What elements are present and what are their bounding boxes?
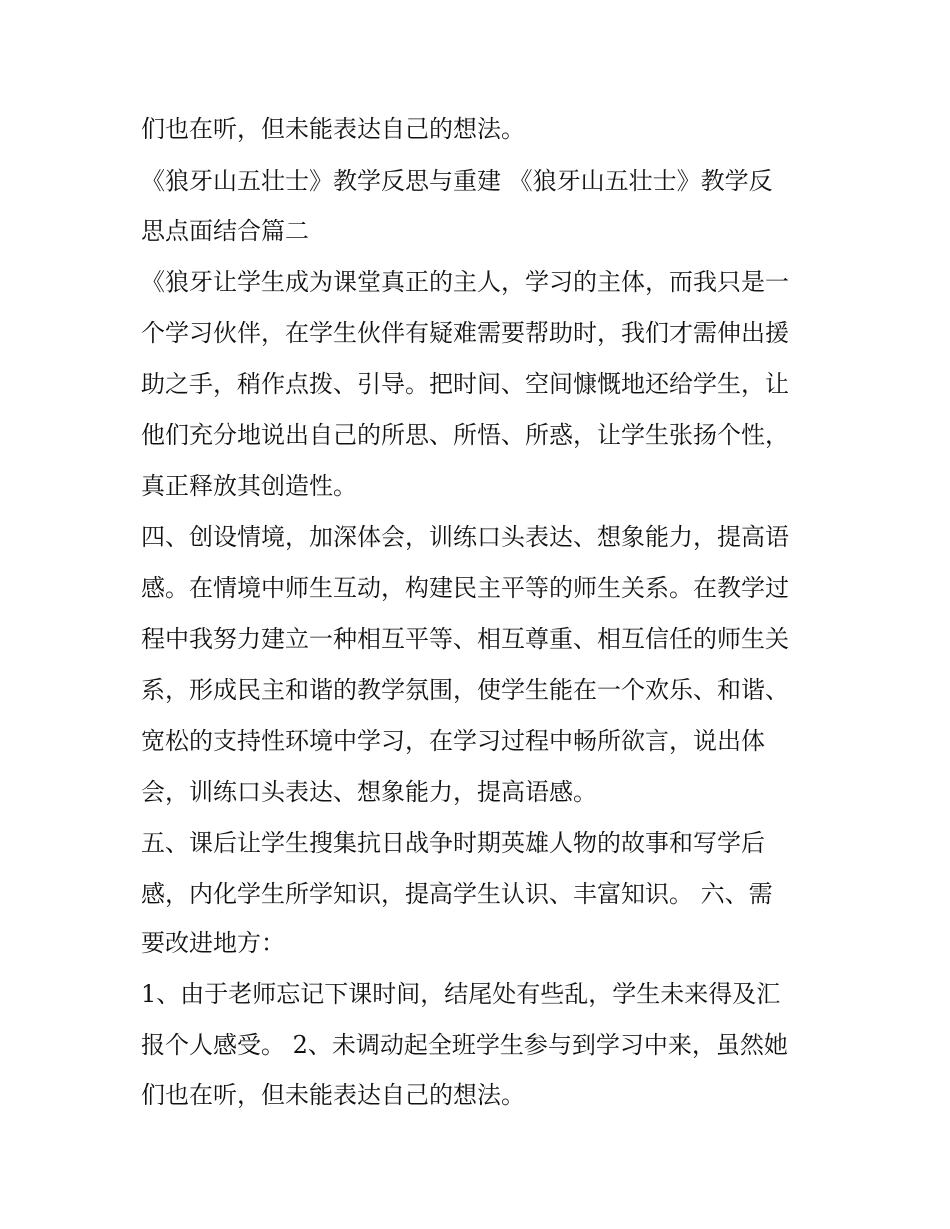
- text-line: 宽松的支持性环境中学习，在学习过程中畅所欲言，说出体: [141, 727, 765, 755]
- text-line: 四、创设情境，加深体会，训练口头表达、想象能力，提高语: [141, 523, 789, 551]
- text-line: 要改进地方：: [141, 929, 285, 957]
- text-line: 们也在听，但未能表达自己的想法。: [141, 115, 525, 143]
- text-line: 报个人感受。 2、未调动起全班学生参与到学习中来，虽然她: [141, 1031, 788, 1059]
- text-line: 思点面结合篇二: [141, 217, 309, 245]
- text-line: 1、由于老师忘记下课时间，结尾处有些乱，学生未来得及汇: [141, 980, 781, 1008]
- text-line: 们也在听，但未能表达自己的想法。: [141, 1081, 525, 1109]
- text-line: 感。在情境中师生互动，构建民主平等的师生关系。在教学过: [141, 574, 789, 602]
- text-line: 会，训练口头表达、想象能力，提高语感。: [141, 778, 597, 806]
- text-line: 真正释放其创造性。: [141, 472, 357, 500]
- text-line: 系，形成民主和谐的教学氛围，使学生能在一个欢乐、和谐、: [141, 676, 789, 704]
- text-line: 他们充分地说出自己的所思、所悟、所惑，让学生张扬个性，: [141, 421, 789, 449]
- text-line: 个学习伙伴，在学生伙伴有疑难需要帮助时，我们才需伸出援: [141, 319, 789, 347]
- text-line: 感，内化学生所学知识，提高学生认识、丰富知识。 六、需: [141, 880, 773, 908]
- text-line: 《狼牙山五壮士》教学反思与重建 《狼牙山五壮士》教学反: [141, 167, 773, 195]
- text-line: 程中我努力建立一种相互平等、相互尊重、相互信任的师生关: [141, 625, 789, 653]
- text-line: 助之手，稍作点拨、引导。把时间、空间慷慨地还给学生，让: [141, 370, 789, 398]
- text-line: 《狼牙让学生成为课堂真正的主人，学习的主体，而我只是一: [141, 268, 789, 296]
- text-line: 五、课后让学生搜集抗日战争时期英雄人物的故事和写学后: [141, 829, 765, 857]
